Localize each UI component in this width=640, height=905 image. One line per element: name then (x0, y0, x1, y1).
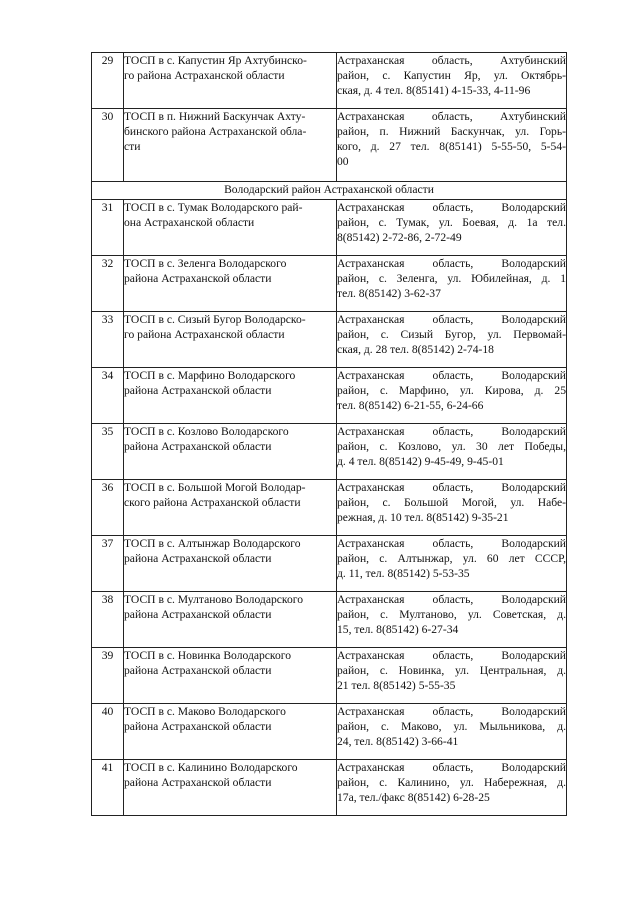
office-address-line: район, с. Зеленга, ул. Юбилейная, д. 1 (337, 272, 566, 285)
office-name-line: района Астраханской области (124, 384, 272, 397)
office-name-line: ТОСП в с. Марфино Володарского (124, 369, 296, 382)
office-name-line: ТОСП в п. Нижний Баскунчак Ахту- (124, 110, 306, 123)
table-row (92, 424, 567, 480)
office-name-line: района Астраханской области (124, 608, 272, 621)
office-name-line: ского района Астраханской области (124, 496, 301, 509)
row-number: 29 (92, 53, 124, 109)
office-name-line: го района Астраханской области (124, 69, 285, 82)
office-address-line: 00 (337, 155, 349, 168)
office-address-line: Астраханская область, Володарский (337, 481, 566, 494)
office-address-line: ская, д. 28 тел. 8(85142) 2-74-18 (337, 343, 494, 356)
office-address-line: Астраханская область, Володарский (337, 705, 566, 718)
row-number: 36 (92, 480, 124, 536)
section-title: Володарский район Астраханской области (92, 182, 567, 200)
office-address-line: Астраханская область, Ахтубинский (337, 110, 566, 123)
office-address-cell (337, 368, 567, 424)
office-name-cell (124, 256, 337, 312)
office-name-line: района Астраханской области (124, 664, 272, 677)
row-number: 34 (92, 368, 124, 424)
office-name-line: го района Астраханской области (124, 328, 285, 341)
table-row (92, 536, 567, 592)
office-address-line: район, с. Алтынжар, ул. 60 лет СССР, (337, 552, 566, 565)
row-number: 39 (92, 648, 124, 704)
office-address-cell (337, 53, 567, 109)
office-address-cell (337, 424, 567, 480)
office-address-line: район, с. Тумак, ул. Боевая, д. 1а тел. (337, 216, 566, 229)
office-name-line: ТОСП в с. Алтынжар Володарского (124, 537, 301, 550)
office-address-line: район, п. Нижний Баскунчак, ул. Горь- (337, 125, 566, 138)
row-number: 35 (92, 424, 124, 480)
office-address-cell (337, 256, 567, 312)
office-address-line: район, с. Марфино, ул. Кирова, д. 25 (337, 384, 566, 397)
office-name-cell (124, 536, 337, 592)
office-name-line: сти (124, 140, 141, 153)
table-row (92, 368, 567, 424)
office-address-line: район, с. Козлово, ул. 30 лет Победы, (337, 440, 566, 453)
office-address-cell (337, 704, 567, 760)
office-address-line: Астраханская область, Володарский (337, 369, 566, 382)
office-name-cell (124, 312, 337, 368)
row-number: 33 (92, 312, 124, 368)
table-row (92, 312, 567, 368)
table-row (92, 648, 567, 704)
office-address-line: 15, тел. 8(85142) 6-27-34 (337, 623, 459, 636)
row-number: 40 (92, 704, 124, 760)
table-row (92, 53, 567, 109)
office-address-line: режная, д. 10 тел. 8(85142) 9-35-21 (337, 511, 509, 524)
table-row (92, 109, 567, 182)
office-address-cell (337, 200, 567, 256)
office-address-line: Астраханская область, Володарский (337, 313, 566, 326)
office-name-line: ТОСП в с. Новинка Володарского (124, 649, 292, 662)
table-row (92, 480, 567, 536)
office-name-cell (124, 200, 337, 256)
row-number: 32 (92, 256, 124, 312)
office-address-line: кого, д. 27 тел. 8(85141) 5-55-50, 5-54- (337, 140, 566, 153)
office-address-cell (337, 592, 567, 648)
table-row (92, 704, 567, 760)
office-address-line: Астраханская область, Володарский (337, 257, 566, 270)
row-number: 31 (92, 200, 124, 256)
office-address-line: д. 11, тел. 8(85142) 5-53-35 (337, 567, 470, 580)
office-name-line: ТОСП в с. Калинино Володарского (124, 761, 298, 774)
office-name-line: она Астраханской области (124, 216, 255, 229)
office-address-cell (337, 760, 567, 816)
office-address-line: район, с. Большой Могой, ул. Набе- (337, 496, 566, 509)
office-address-cell (337, 312, 567, 368)
office-name-cell (124, 592, 337, 648)
office-name-line: района Астраханской области (124, 776, 272, 789)
office-address-line: Астраханская область, Володарский (337, 201, 566, 214)
office-name-line: бинского района Астраханской обла- (124, 125, 307, 138)
office-address-line: район, с. Сизый Бугор, ул. Первомай- (337, 328, 566, 341)
office-address-line: район, с. Мултаново, ул. Советская, д. (337, 608, 566, 621)
office-address-line: Астраханская область, Ахтубинский (337, 54, 566, 67)
office-address-line: д. 4 тел. 8(85142) 9-45-49, 9-45-01 (337, 455, 504, 468)
office-address-line: Астраханская область, Володарский (337, 593, 566, 606)
office-name-line: ТОСП в с. Мултаново Володарского (124, 593, 304, 606)
office-name-line: ТОСП в с. Тумак Володарского рай- (124, 201, 303, 214)
office-address-line: 17а, тел./факс 8(85142) 6-28-25 (337, 791, 490, 804)
table-row (92, 760, 567, 816)
office-name-line: ТОСП в с. Капустин Яр Ахтубинско- (124, 54, 307, 67)
office-name-line: ТОСП в с. Зеленга Володарского (124, 257, 287, 270)
office-name-line: района Астраханской области (124, 720, 272, 733)
office-address-line: ская, д. 4 тел. 8(85141) 4-15-33, 4-11-96 (337, 84, 531, 97)
office-name-cell (124, 704, 337, 760)
table-body-volodarsky (92, 200, 567, 816)
office-address-line: Астраханская область, Володарский (337, 649, 566, 662)
office-name-line: ТОСП в с. Сизый Бугор Володарско- (124, 313, 306, 326)
office-name-line: района Астраханской области (124, 272, 272, 285)
office-address-line: район, с. Калинино, ул. Набережная, д. (337, 776, 566, 789)
table-row (92, 256, 567, 312)
office-address-line: тел. 8(85142) 3-62-37 (337, 287, 441, 300)
office-name-line: района Астраханской области (124, 440, 272, 453)
office-name-cell (124, 368, 337, 424)
office-address-cell (337, 536, 567, 592)
office-address-line: 24, тел. 8(85142) 3-66-41 (337, 735, 459, 748)
office-address-line: Астраханская область, Володарский (337, 761, 566, 774)
office-address-line: 21 тел. 8(85142) 5-55-35 (337, 679, 456, 692)
office-address-cell (337, 109, 567, 182)
office-name-cell (124, 760, 337, 816)
section-row-group (92, 182, 567, 200)
office-name-cell (124, 648, 337, 704)
office-name-line: района Астраханской области (124, 552, 272, 565)
office-address-line: 8(85142) 2-72-86, 2-72-49 (337, 231, 462, 244)
office-address-line: район, с. Маково, ул. Мыльникова, д. (337, 720, 566, 733)
office-address-cell (337, 648, 567, 704)
office-address-line: Астраханская область, Володарский (337, 425, 566, 438)
office-name-line: ТОСП в с. Маково Володарского (124, 705, 286, 718)
office-name-line: ТОСП в с. Большой Могой Володар- (124, 481, 306, 494)
section-header-row (92, 182, 567, 200)
row-number: 30 (92, 109, 124, 182)
office-address-line: район, с. Новинка, ул. Центральная, д. (337, 664, 566, 677)
office-name-line: ТОСП в с. Козлово Володарского (124, 425, 289, 438)
table-row (92, 592, 567, 648)
office-address-line: тел. 8(85142) 6-21-55, 6-24-66 (337, 399, 484, 412)
table-body-ahtubinsky (92, 53, 567, 182)
row-number: 38 (92, 592, 124, 648)
row-number: 41 (92, 760, 124, 816)
office-address-line: Астраханская область, Володарский (337, 537, 566, 550)
table-row (92, 200, 567, 256)
office-name-cell (124, 424, 337, 480)
office-address-line: район, с. Капустин Яр, ул. Октябрь- (337, 69, 566, 82)
office-name-cell (124, 53, 337, 109)
row-number: 37 (92, 536, 124, 592)
offices-table (91, 52, 567, 816)
office-name-cell (124, 109, 337, 182)
office-address-cell (337, 480, 567, 536)
office-name-cell (124, 480, 337, 536)
